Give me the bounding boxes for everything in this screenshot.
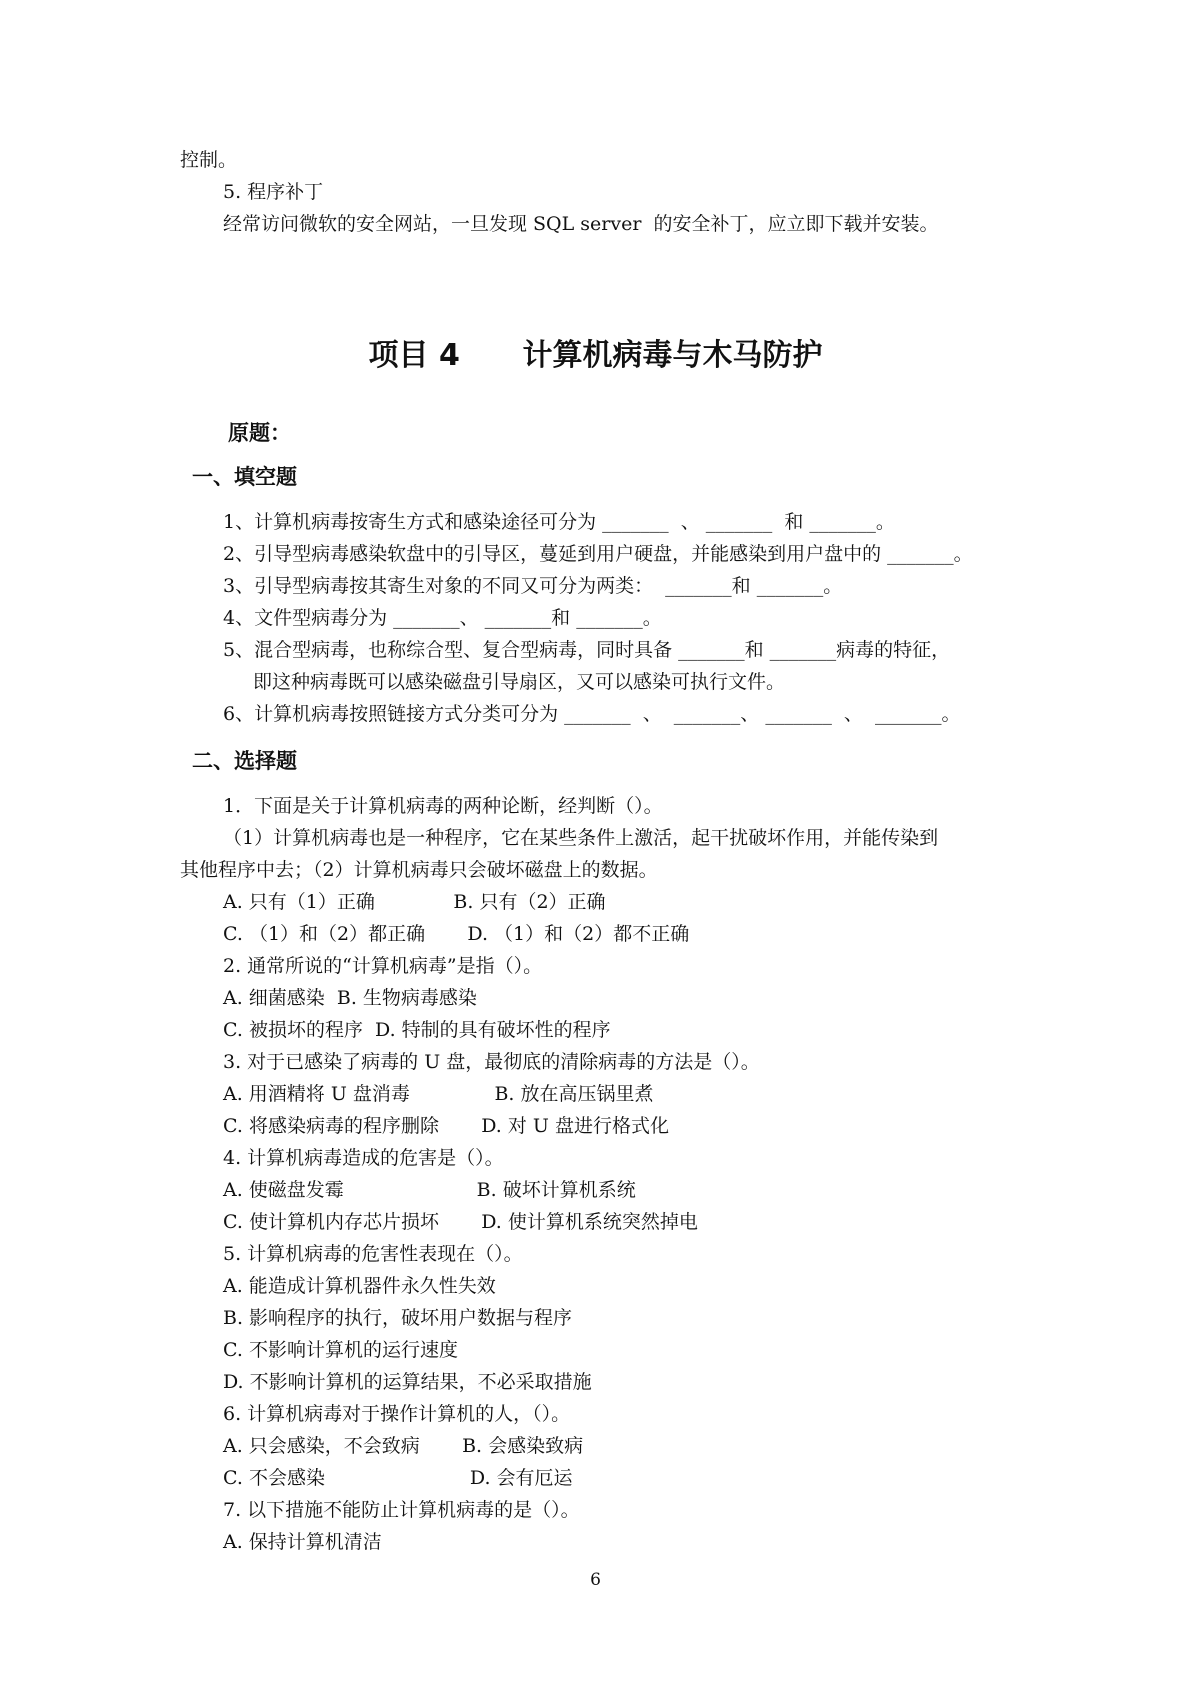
choice-line: C. 使计算机内存芯片损坏 D. 使计算机系统突然掉电	[223, 1211, 698, 1233]
choice-line: （1）计算机病毒也是一种程序，它在某些条件上激活，起干扰破坏作用，并能传染到	[223, 827, 939, 849]
fill-question: 4、文件型病毒分为 _______、 _______和 _______。	[223, 607, 662, 629]
section-heading-choice: 二、选择题	[192, 749, 297, 773]
choice-line: 其他程序中去；（2）计算机病毒只会破坏磁盘上的数据。	[180, 859, 658, 881]
choice-line: A. 只会感染，不会致病 B. 会感染致病	[223, 1435, 584, 1457]
choice-line: 6. 计算机病毒对于操作计算机的人，（）。	[223, 1403, 571, 1425]
choice-line: 2. 通常所说的“计算机病毒”是指（）。	[223, 955, 543, 977]
choice-line: C. （1）和（2）都正确 D. （1）和（2）都不正确	[223, 923, 690, 945]
paragraph: 经常访问微软的安全网站，一旦发现 SQL server 的安全补丁，应立即下载并安装。	[223, 213, 939, 235]
choice-line: 7. 以下措施不能防止计算机病毒的是（）。	[223, 1499, 580, 1521]
fill-question: 5、混合型病毒，也称综合型、复合型病毒，同时具备 _______和 _______病毒的特征，	[223, 639, 951, 661]
choice-line: A. 能造成计算机器件永久性失效	[223, 1275, 496, 1297]
choice-line: A. 保持计算机清洁	[223, 1531, 382, 1553]
fill-question: 1、计算机病毒按寄生方式和感染途径可分为 _______ 、 _______ 和 _______。	[223, 511, 895, 533]
choice-line: A. 细菌感染 B. 生物病毒感染	[223, 987, 477, 1009]
choice-line: C. 将感染病毒的程序删除 D. 对 U 盘进行格式化	[223, 1115, 669, 1137]
project-title: 项目 4 计算机病毒与木马防护	[368, 338, 823, 373]
fill-question: 3、引导型病毒按其寄生对象的不同又可分为两类： _______和 _______。	[223, 575, 843, 597]
fill-question-continuation: 即这种病毒既可以感染磁盘引导扇区，又可以感染可执行文件。	[253, 671, 786, 693]
choice-line: A. 只有（1）正确 B. 只有（2）正确	[223, 891, 606, 913]
choice-line: C. 被损坏的程序 D. 特制的具有破坏性的程序	[223, 1019, 611, 1041]
subtitle: 原题：	[228, 421, 291, 445]
section-heading-fill: 一、填空题	[192, 465, 297, 489]
choice-line: 3. 对于已感染了病毒的 U 盘，最彻底的清除病毒的方法是（）。	[223, 1051, 760, 1073]
fill-question: 2、引导型病毒感染软盘中的引导区，蔓延到用户硬盘，并能感染到用户盘中的 _______。	[223, 543, 973, 565]
choice-line: A. 用酒精将 U 盘消毒 B. 放在高压锅里煮	[223, 1083, 654, 1105]
continuation-text: 控制。	[180, 149, 238, 171]
fill-question: 6、计算机病毒按照链接方式分类可分为 _______ 、 _______、 _______ 、 _______。	[223, 703, 961, 725]
item-heading: 5. 程序补丁	[223, 181, 324, 203]
choice-line: C. 不影响计算机的运行速度	[223, 1339, 458, 1361]
choice-line: 5. 计算机病毒的危害性表现在（）。	[223, 1243, 523, 1265]
page-number: 6	[590, 1570, 601, 1590]
choice-line: B. 影响程序的执行，破坏用户数据与程序	[223, 1307, 573, 1329]
choice-line: D. 不影响计算机的运算结果，不必采取措施	[223, 1371, 592, 1393]
choice-line: C. 不会感染 D. 会有厄运	[223, 1467, 573, 1489]
choice-line: 1．下面是关于计算机病毒的两种论断，经判断（）。	[223, 795, 663, 817]
choice-line: 4. 计算机病毒造成的危害是（）。	[223, 1147, 504, 1169]
choice-line: A. 使磁盘发霉 B. 破坏计算机系统	[223, 1179, 636, 1201]
